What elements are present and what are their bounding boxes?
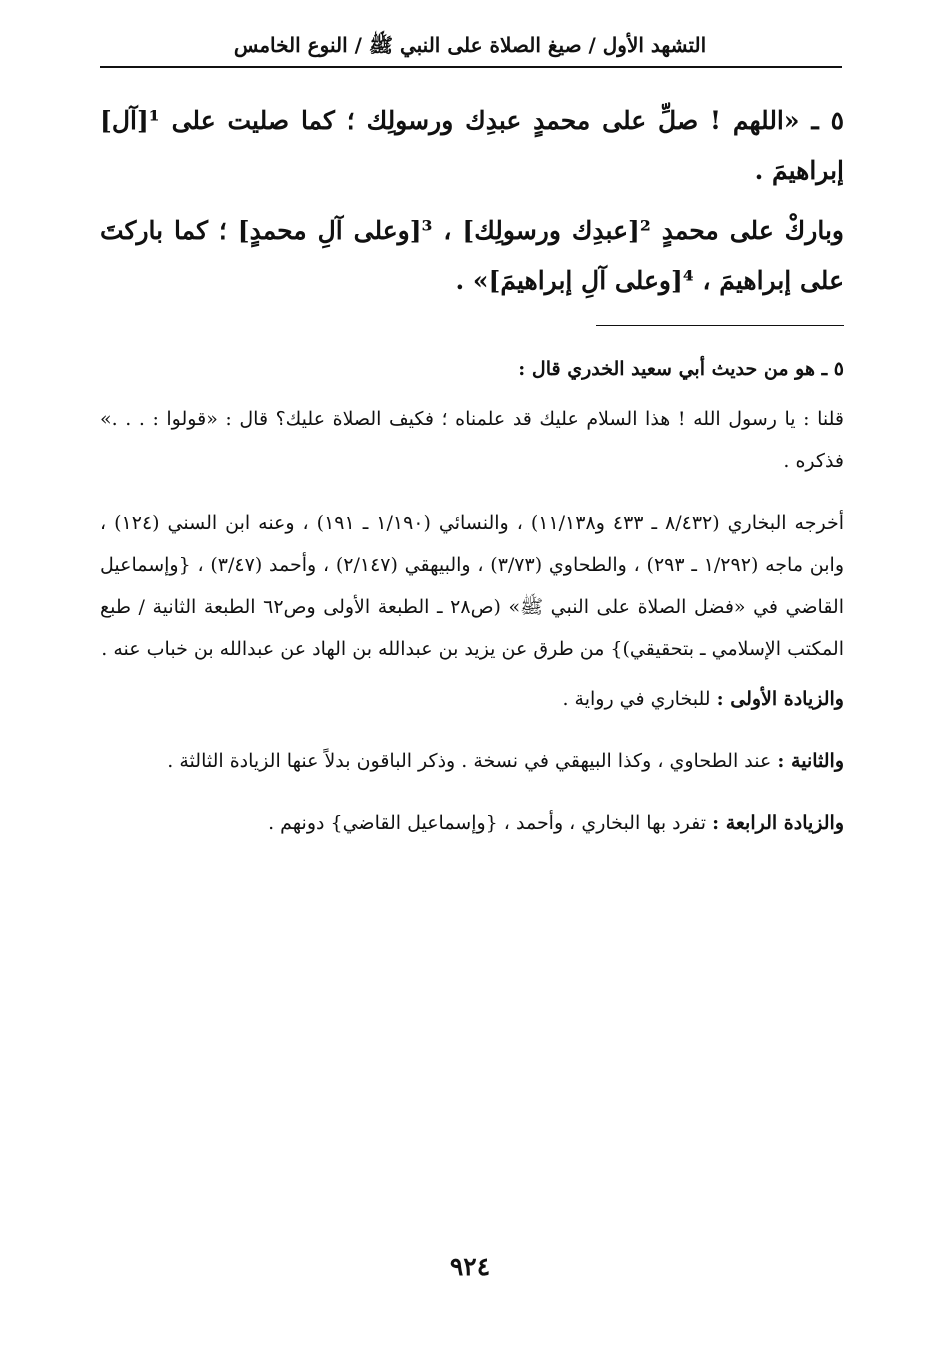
addition-4-text: تفرد بها البخاري ، وأحمد ، {وإسماعيل القاضي} دونهم .	[268, 812, 707, 834]
footnotes	[100, 348, 844, 852]
footnote-heading: ٥ ـ هو من حديث أبي سعيد الخدري قال :	[518, 358, 844, 380]
addition-4-lead: والزيادة الرابعة :	[712, 812, 844, 834]
footnote-takhrij: أخرجه البخاري (٨/٤٣٢ ـ ٤٣٣ و١١/١٣٨) ، والنسائي (١/١٩٠ ـ ١٩١) ، وعنه ابن السني (١٢٤) ، وابن ماجه (١/٢٩٢ ـ ٢٩٣) ، والطحاوي (٣/٧٣) ، والبيهقي (٢/١٤٧) ، وأحمد (٣/٤٧) ، {وإسماعيل القاضي في «فضل الصلاة على النبي ﷺ» (ص٢٨ ـ الطبعة الأولى وص٦٢ الطبعة الثانية / طبع المكتب الإسلامي ـ بتحقيقي)} من طرق عن يزيد بن عبدالله بن الهاد عن عبدالله بن خباب عنه .	[100, 512, 844, 660]
footnote-addition-4	[100, 802, 844, 844]
addition-1-lead: والزيادة الأولى :	[716, 688, 844, 710]
footnote-quote: قلنا : يا رسول الله ! هذا السلام عليك قد علمناه ؛ فكيف الصلاة عليك؟ قال : «قولوا : . . .» فذكره .	[100, 408, 844, 472]
running-header: التشهد الأول / صيغ الصلاة على النبي ﷺ / النوع الخامس	[233, 33, 707, 57]
footnote-separator	[596, 325, 844, 326]
footnote-addition-2	[100, 740, 844, 782]
page-number: ٩٢٤	[449, 1252, 491, 1281]
addition-1-text: للبخاري في رواية .	[562, 688, 711, 710]
header-rule	[100, 66, 842, 68]
main-paragraph-1: ٥ ـ «اللهم ! صلِّ على محمدٍ عبدِك ورسولِك ؛ كما صليت على ¹[آل] إبراهيمَ .	[100, 106, 844, 185]
addition-2-text: عند الطحاوي ، وكذا البيهقي في نسخة . وذكر الباقون بدلاً عنها الزيادة الثالثة .	[167, 750, 772, 772]
addition-2-lead: والثانية :	[777, 750, 844, 772]
main-paragraph-2: وباركْ على محمدٍ ²[عبدِك ورسولِك] ، ³[وعلى آلِ محمدٍ] ؛ كما باركتَ على إبراهيمَ ، ⁴[وعلى آلِ إبراهيمَ]» .	[100, 216, 844, 295]
main-text	[100, 96, 844, 316]
footnote-addition-1	[100, 678, 844, 720]
